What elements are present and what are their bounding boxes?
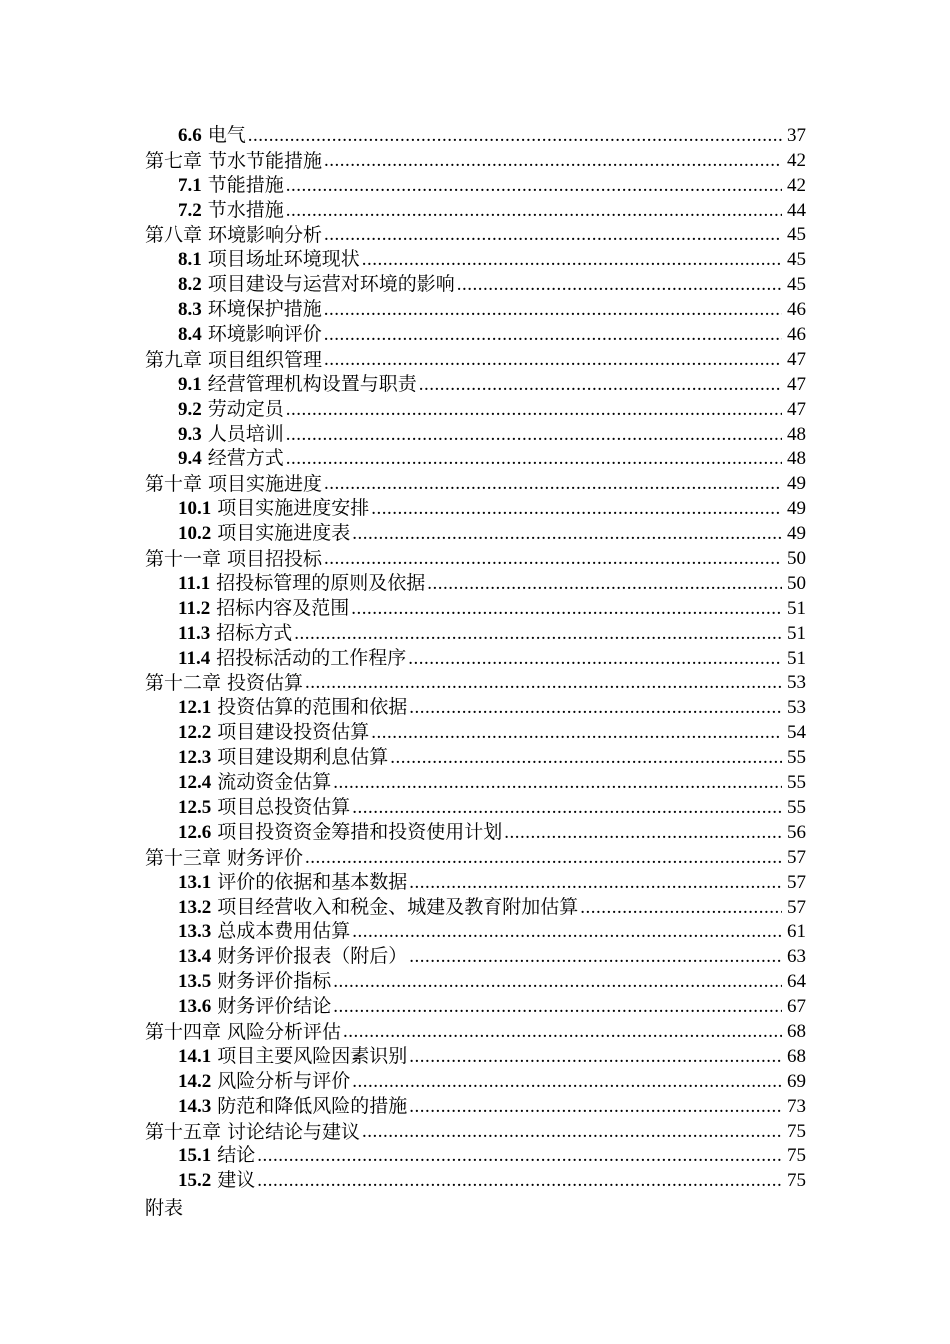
- toc-title-text: 项目建设投资估算: [211, 721, 370, 744]
- toc-entry-title: [145, 472, 324, 496]
- toc-title-text: 项目实施进度表: [211, 522, 351, 545]
- toc-entry-title: [178, 247, 362, 272]
- toc-page-number: 50: [782, 572, 806, 596]
- toc-chapter-entry[interactable]: [0, 845, 950, 870]
- toc-section-number: 10.2: [178, 523, 212, 545]
- toc-entry-title: [178, 646, 408, 671]
- toc-section-number: 9.1: [178, 373, 202, 395]
- toc-entry-title: [178, 496, 371, 521]
- toc-page-number: 49: [782, 472, 806, 496]
- toc-dot-leader: [257, 1169, 782, 1193]
- toc-entry-title: [178, 820, 504, 845]
- toc-title-text: 风险分析与评价: [211, 1069, 351, 1092]
- toc-chapter-entry[interactable]: [0, 1119, 950, 1144]
- toc-dot-leader: [352, 796, 782, 820]
- toc-dot-leader: [286, 174, 782, 198]
- toc-entry-title: [145, 547, 324, 571]
- toc-section-number: 8.3: [178, 299, 202, 321]
- toc-section-entry[interactable]: [0, 621, 950, 646]
- toc-section-number: 7.1: [178, 174, 202, 196]
- toc-section-entry[interactable]: [0, 322, 950, 347]
- toc-title-text: 项目实施进度安排: [211, 497, 370, 520]
- toc-title-text: 项目总投资估算: [211, 795, 351, 818]
- toc-entry-title: [178, 969, 333, 994]
- toc-title-text: 项目经营收入和税金、城建及教育附加估算: [211, 895, 579, 918]
- toc-title-text: 建议: [211, 1169, 256, 1192]
- toc-page-number: 64: [782, 970, 806, 994]
- toc-section-number: 8.2: [178, 274, 202, 296]
- toc-page-number: 37: [782, 124, 806, 148]
- toc-page-number: 75: [782, 1169, 806, 1193]
- toc-section-number: 14.1: [178, 1045, 212, 1067]
- toc-title-text: 经营管理机构设置与职责: [201, 372, 417, 395]
- toc-entry-title: [145, 149, 324, 173]
- toc-title-text: 第八章 环境影响分析: [145, 224, 323, 247]
- toc-chapter-entry[interactable]: [0, 1019, 950, 1044]
- toc-page-number: 57: [782, 896, 806, 920]
- toc-dot-leader: [305, 671, 782, 695]
- toc-section-number: 12.4: [178, 772, 212, 794]
- toc-page-number: 42: [782, 174, 806, 198]
- toc-section-entry[interactable]: [0, 372, 950, 397]
- toc-entry-title: [178, 895, 580, 920]
- toc-entry-title: [178, 1069, 352, 1094]
- toc-section-number: 12.2: [178, 722, 212, 744]
- toc-entry-title: [178, 795, 352, 820]
- toc-dot-leader: [324, 472, 782, 496]
- toc-entry-title: [145, 348, 324, 372]
- toc-section-entry[interactable]: [0, 944, 950, 969]
- toc-dot-leader: [419, 373, 782, 397]
- toc-entry-title: [178, 198, 286, 223]
- toc-section-number: 15.1: [178, 1145, 212, 1167]
- toc-page-number: 61: [782, 920, 806, 944]
- toc-chapter-entry[interactable]: [0, 148, 950, 173]
- toc-section-entry[interactable]: [0, 895, 950, 920]
- toc-section-number: 13.1: [178, 871, 212, 893]
- toc-entry-title: [178, 720, 371, 745]
- toc-title-text: 流动资金估算: [211, 771, 332, 794]
- toc-section-number: 10.1: [178, 498, 212, 520]
- toc-entry-title: [178, 571, 427, 596]
- toc-title-text: 第十四章 风险分析评估: [145, 1020, 342, 1043]
- toc-section-entry[interactable]: [0, 646, 950, 671]
- toc-section-entry[interactable]: [0, 969, 950, 994]
- toc-page-number: 54: [782, 721, 806, 745]
- toc-page-number: 57: [782, 871, 806, 895]
- toc-page-number: 51: [782, 647, 806, 671]
- toc-section-entry[interactable]: [0, 720, 950, 745]
- toc-entry-title: [178, 322, 324, 347]
- toc-section-entry[interactable]: [0, 1094, 950, 1119]
- toc-page-number: 48: [782, 423, 806, 447]
- toc-section-entry[interactable]: [0, 123, 950, 148]
- toc-entry-title: [145, 846, 305, 870]
- toc-dot-leader: [333, 995, 782, 1019]
- toc-dot-leader: [351, 597, 782, 621]
- toc-page-number: 55: [782, 771, 806, 795]
- toc-page-number: 47: [782, 373, 806, 397]
- toc-dot-leader: [390, 746, 782, 770]
- toc-dot-leader: [427, 572, 782, 596]
- toc-title-text: 招投标活动的工作程序: [210, 646, 407, 669]
- toc-dot-leader: [362, 1120, 782, 1144]
- toc-dot-leader: [257, 1144, 782, 1168]
- toc-title-text: 节能措施: [201, 173, 284, 196]
- toc-section-number: 8.4: [178, 324, 202, 346]
- toc-section-entry[interactable]: [0, 745, 950, 770]
- toc-section-entry[interactable]: [0, 695, 950, 720]
- toc-section-entry[interactable]: [0, 1069, 950, 1094]
- toc-section-entry[interactable]: [0, 422, 950, 447]
- toc-chapter-entry[interactable]: [0, 347, 950, 372]
- toc-entry-title: [178, 994, 333, 1019]
- toc-entry-title: [145, 1120, 362, 1144]
- toc-entry-title: [178, 695, 409, 720]
- toc-entry-title: [178, 596, 351, 621]
- toc-section-number: 14.3: [178, 1095, 212, 1117]
- toc-dot-leader: [580, 896, 782, 920]
- toc-page-number: 55: [782, 796, 806, 820]
- toc-chapter-entry[interactable]: [0, 471, 950, 496]
- toc-dot-leader: [324, 547, 782, 571]
- toc-title-text: 第十三章 财务评价: [145, 846, 304, 869]
- toc-page-number: 49: [782, 497, 806, 521]
- toc-title-text: 经营方式: [201, 447, 284, 470]
- toc-page-number: 53: [782, 671, 806, 695]
- toc-page-number: 69: [782, 1070, 806, 1094]
- toc-page-number: 42: [782, 149, 806, 173]
- toc-entry-title: [178, 422, 286, 447]
- toc-dot-leader: [409, 871, 782, 895]
- toc-dot-leader: [409, 1045, 782, 1069]
- toc-entry-title: [178, 770, 333, 795]
- toc-entry-title: [178, 1143, 257, 1168]
- toc-page-number: 46: [782, 298, 806, 322]
- toc-section-number: 11.4: [178, 647, 211, 669]
- toc-page-number: 45: [782, 223, 806, 247]
- toc-section-number: 12.5: [178, 796, 212, 818]
- toc-dot-leader: [324, 149, 782, 173]
- toc-section-entry[interactable]: [0, 496, 950, 521]
- toc-title-text: 招标内容及范围: [210, 596, 350, 619]
- toc-section-number: 11.2: [178, 597, 211, 619]
- toc-dot-leader: [286, 199, 782, 223]
- toc-title-text: 第十一章 项目招投标: [145, 548, 323, 571]
- toc-section-entry[interactable]: [0, 795, 950, 820]
- toc-page-number: 75: [782, 1144, 806, 1168]
- toc-title-text: 项目建设期利息估算: [211, 746, 389, 769]
- toc-dot-leader: [286, 398, 782, 422]
- toc-title-text: 财务评价指标: [211, 970, 332, 993]
- toc-page-number: 46: [782, 323, 806, 347]
- toc-section-number: 13.2: [178, 896, 212, 918]
- toc-section-number: 13.3: [178, 921, 212, 943]
- toc-entry-title: [178, 272, 457, 297]
- toc-title-text: 劳动定员: [201, 397, 284, 420]
- toc-dot-leader: [352, 522, 782, 546]
- toc-page-number: 55: [782, 746, 806, 770]
- toc-page-number: 51: [782, 622, 806, 646]
- toc-dot-leader: [248, 124, 782, 148]
- toc-title-text: 项目建设与运营对环境的影响: [201, 273, 455, 296]
- toc-title-text: 项目投资资金筹措和投资使用计划: [211, 820, 503, 843]
- toc-page-number: 56: [782, 821, 806, 845]
- toc-title-text: 第七章 节水节能措施: [145, 149, 323, 172]
- toc-title-text: 节水措施: [201, 198, 284, 221]
- toc-page-number: 63: [782, 945, 806, 969]
- toc-section-entry[interactable]: [0, 596, 950, 621]
- toc-entry-title: [178, 870, 409, 895]
- toc-section-entry[interactable]: [0, 994, 950, 1019]
- toc-section-entry[interactable]: [0, 447, 950, 472]
- toc-chapter-entry[interactable]: [0, 546, 950, 571]
- toc-section-number: 13.5: [178, 971, 212, 993]
- toc-title-text: 人员培训: [201, 422, 284, 445]
- toc-entry-title: [178, 745, 390, 770]
- toc-section-entry[interactable]: [0, 247, 950, 272]
- toc-entry-title: [178, 123, 248, 148]
- toc-section-number: 12.6: [178, 821, 212, 843]
- toc-page-number: 57: [782, 846, 806, 870]
- toc-page-number: 53: [782, 696, 806, 720]
- toc-section-entry[interactable]: [0, 397, 950, 422]
- toc-dot-leader: [408, 647, 782, 671]
- toc-entry-title: [178, 521, 352, 546]
- toc-dot-leader: [333, 771, 782, 795]
- toc-dot-leader: [324, 323, 782, 347]
- toc-dot-leader: [324, 298, 782, 322]
- toc-title-text: 环境影响评价: [201, 323, 322, 346]
- toc-page-number: 47: [782, 398, 806, 422]
- table-of-contents: [0, 123, 950, 1193]
- toc-dot-leader: [371, 497, 782, 521]
- toc-dot-leader: [352, 1070, 782, 1094]
- toc-chapter-entry[interactable]: [0, 671, 950, 696]
- toc-entry-title: [178, 297, 324, 322]
- toc-section-entry[interactable]: [0, 1144, 950, 1169]
- toc-dot-leader: [305, 846, 782, 870]
- toc-dot-leader: [409, 945, 782, 969]
- toc-title-text: 项目场址环境现状: [201, 248, 360, 271]
- toc-dot-leader: [324, 348, 782, 372]
- toc-chapter-entry[interactable]: [0, 223, 950, 248]
- toc-section-number: 11.3: [178, 622, 211, 644]
- toc-entry-title: [178, 372, 419, 397]
- toc-title-text: 第十二章 投资估算: [145, 672, 304, 695]
- toc-entry-title: [145, 671, 305, 695]
- toc-section-number: 13.4: [178, 946, 212, 968]
- toc-title-text: 环境保护措施: [201, 298, 322, 321]
- toc-title-text: 第十章 项目实施进度: [145, 473, 323, 496]
- toc-section-number: 12.1: [178, 697, 212, 719]
- toc-entry-title: [178, 621, 294, 646]
- toc-section-entry[interactable]: [0, 571, 950, 596]
- toc-section-number: 13.6: [178, 996, 212, 1018]
- appendix-heading: 附表: [145, 1197, 184, 1219]
- toc-section-number: 14.2: [178, 1070, 212, 1092]
- toc-dot-leader: [409, 1095, 782, 1119]
- toc-section-entry[interactable]: [0, 521, 950, 546]
- toc-entry-title: [178, 944, 409, 969]
- toc-page-number: 51: [782, 597, 806, 621]
- toc-page-number: 44: [782, 199, 806, 223]
- toc-dot-leader: [362, 248, 782, 272]
- toc-section-entry[interactable]: [0, 870, 950, 895]
- toc-dot-leader: [294, 622, 782, 646]
- toc-section-entry[interactable]: [0, 920, 950, 945]
- toc-title-text: 第十五章 讨论结论与建议: [145, 1120, 361, 1143]
- toc-title-text: 招标方式: [210, 621, 293, 644]
- toc-page-number: 68: [782, 1045, 806, 1069]
- toc-section-entry[interactable]: [0, 1044, 950, 1069]
- toc-section-entry[interactable]: [0, 173, 950, 198]
- toc-section-number: 7.2: [178, 199, 202, 221]
- toc-section-number: 9.4: [178, 448, 202, 470]
- toc-dot-leader: [286, 447, 782, 471]
- toc-section-number: 9.3: [178, 423, 202, 445]
- toc-page-number: 73: [782, 1095, 806, 1119]
- toc-entry-title: [178, 1044, 409, 1069]
- toc-title-text: 电气: [201, 123, 246, 146]
- toc-section-number: 8.1: [178, 249, 202, 271]
- toc-dot-leader: [333, 970, 782, 994]
- toc-title-text: 结论: [211, 1144, 256, 1167]
- toc-page-number: 45: [782, 273, 806, 297]
- toc-title-text: 项目主要风险因素识别: [211, 1044, 408, 1067]
- toc-entry-title: [178, 173, 286, 198]
- toc-section-number: 6.6: [178, 124, 202, 146]
- toc-page-number: 48: [782, 447, 806, 471]
- toc-entry-title: [145, 223, 324, 247]
- toc-section-entry[interactable]: [0, 272, 950, 297]
- toc-section-number: 9.2: [178, 398, 202, 420]
- toc-dot-leader: [343, 1020, 782, 1044]
- toc-title-text: 财务评价报表（附后）: [211, 945, 408, 968]
- toc-page-number: 50: [782, 547, 806, 571]
- toc-section-number: 11.1: [178, 572, 211, 594]
- toc-dot-leader: [286, 423, 782, 447]
- toc-entry-title: [178, 1168, 257, 1193]
- toc-title-text: 第九章 项目组织管理: [145, 348, 323, 371]
- toc-entry-title: [178, 446, 286, 471]
- toc-dot-leader: [409, 696, 782, 720]
- toc-title-text: 防范和降低风险的措施: [211, 1094, 408, 1117]
- toc-section-entry[interactable]: [0, 1168, 950, 1193]
- toc-section-entry[interactable]: [0, 297, 950, 322]
- toc-entry-title: [178, 919, 352, 944]
- toc-title-text: 招投标管理的原则及依据: [210, 571, 426, 594]
- toc-entry-title: [145, 1020, 343, 1044]
- toc-dot-leader: [324, 223, 782, 247]
- toc-section-number: 12.3: [178, 747, 212, 769]
- toc-page-number: 47: [782, 348, 806, 372]
- toc-dot-leader: [371, 721, 782, 745]
- toc-dot-leader: [457, 273, 782, 297]
- toc-page-number: 75: [782, 1120, 806, 1144]
- toc-title-text: 总成本费用估算: [211, 920, 351, 943]
- toc-page-number: 67: [782, 995, 806, 1019]
- toc-section-number: 15.2: [178, 1170, 212, 1192]
- toc-entry-title: [178, 1094, 409, 1119]
- toc-section-entry[interactable]: [0, 198, 950, 223]
- toc-section-entry[interactable]: [0, 770, 950, 795]
- toc-page-number: 49: [782, 522, 806, 546]
- toc-section-entry[interactable]: [0, 820, 950, 845]
- toc-title-text: 财务评价结论: [211, 995, 332, 1018]
- toc-dot-leader: [504, 821, 782, 845]
- toc-title-text: 投资估算的范围和依据: [211, 696, 408, 719]
- toc-title-text: 评价的依据和基本数据: [211, 870, 408, 893]
- toc-page-number: 45: [782, 248, 806, 272]
- toc-page-number: 68: [782, 1020, 806, 1044]
- toc-dot-leader: [352, 920, 782, 944]
- toc-entry-title: [178, 397, 286, 422]
